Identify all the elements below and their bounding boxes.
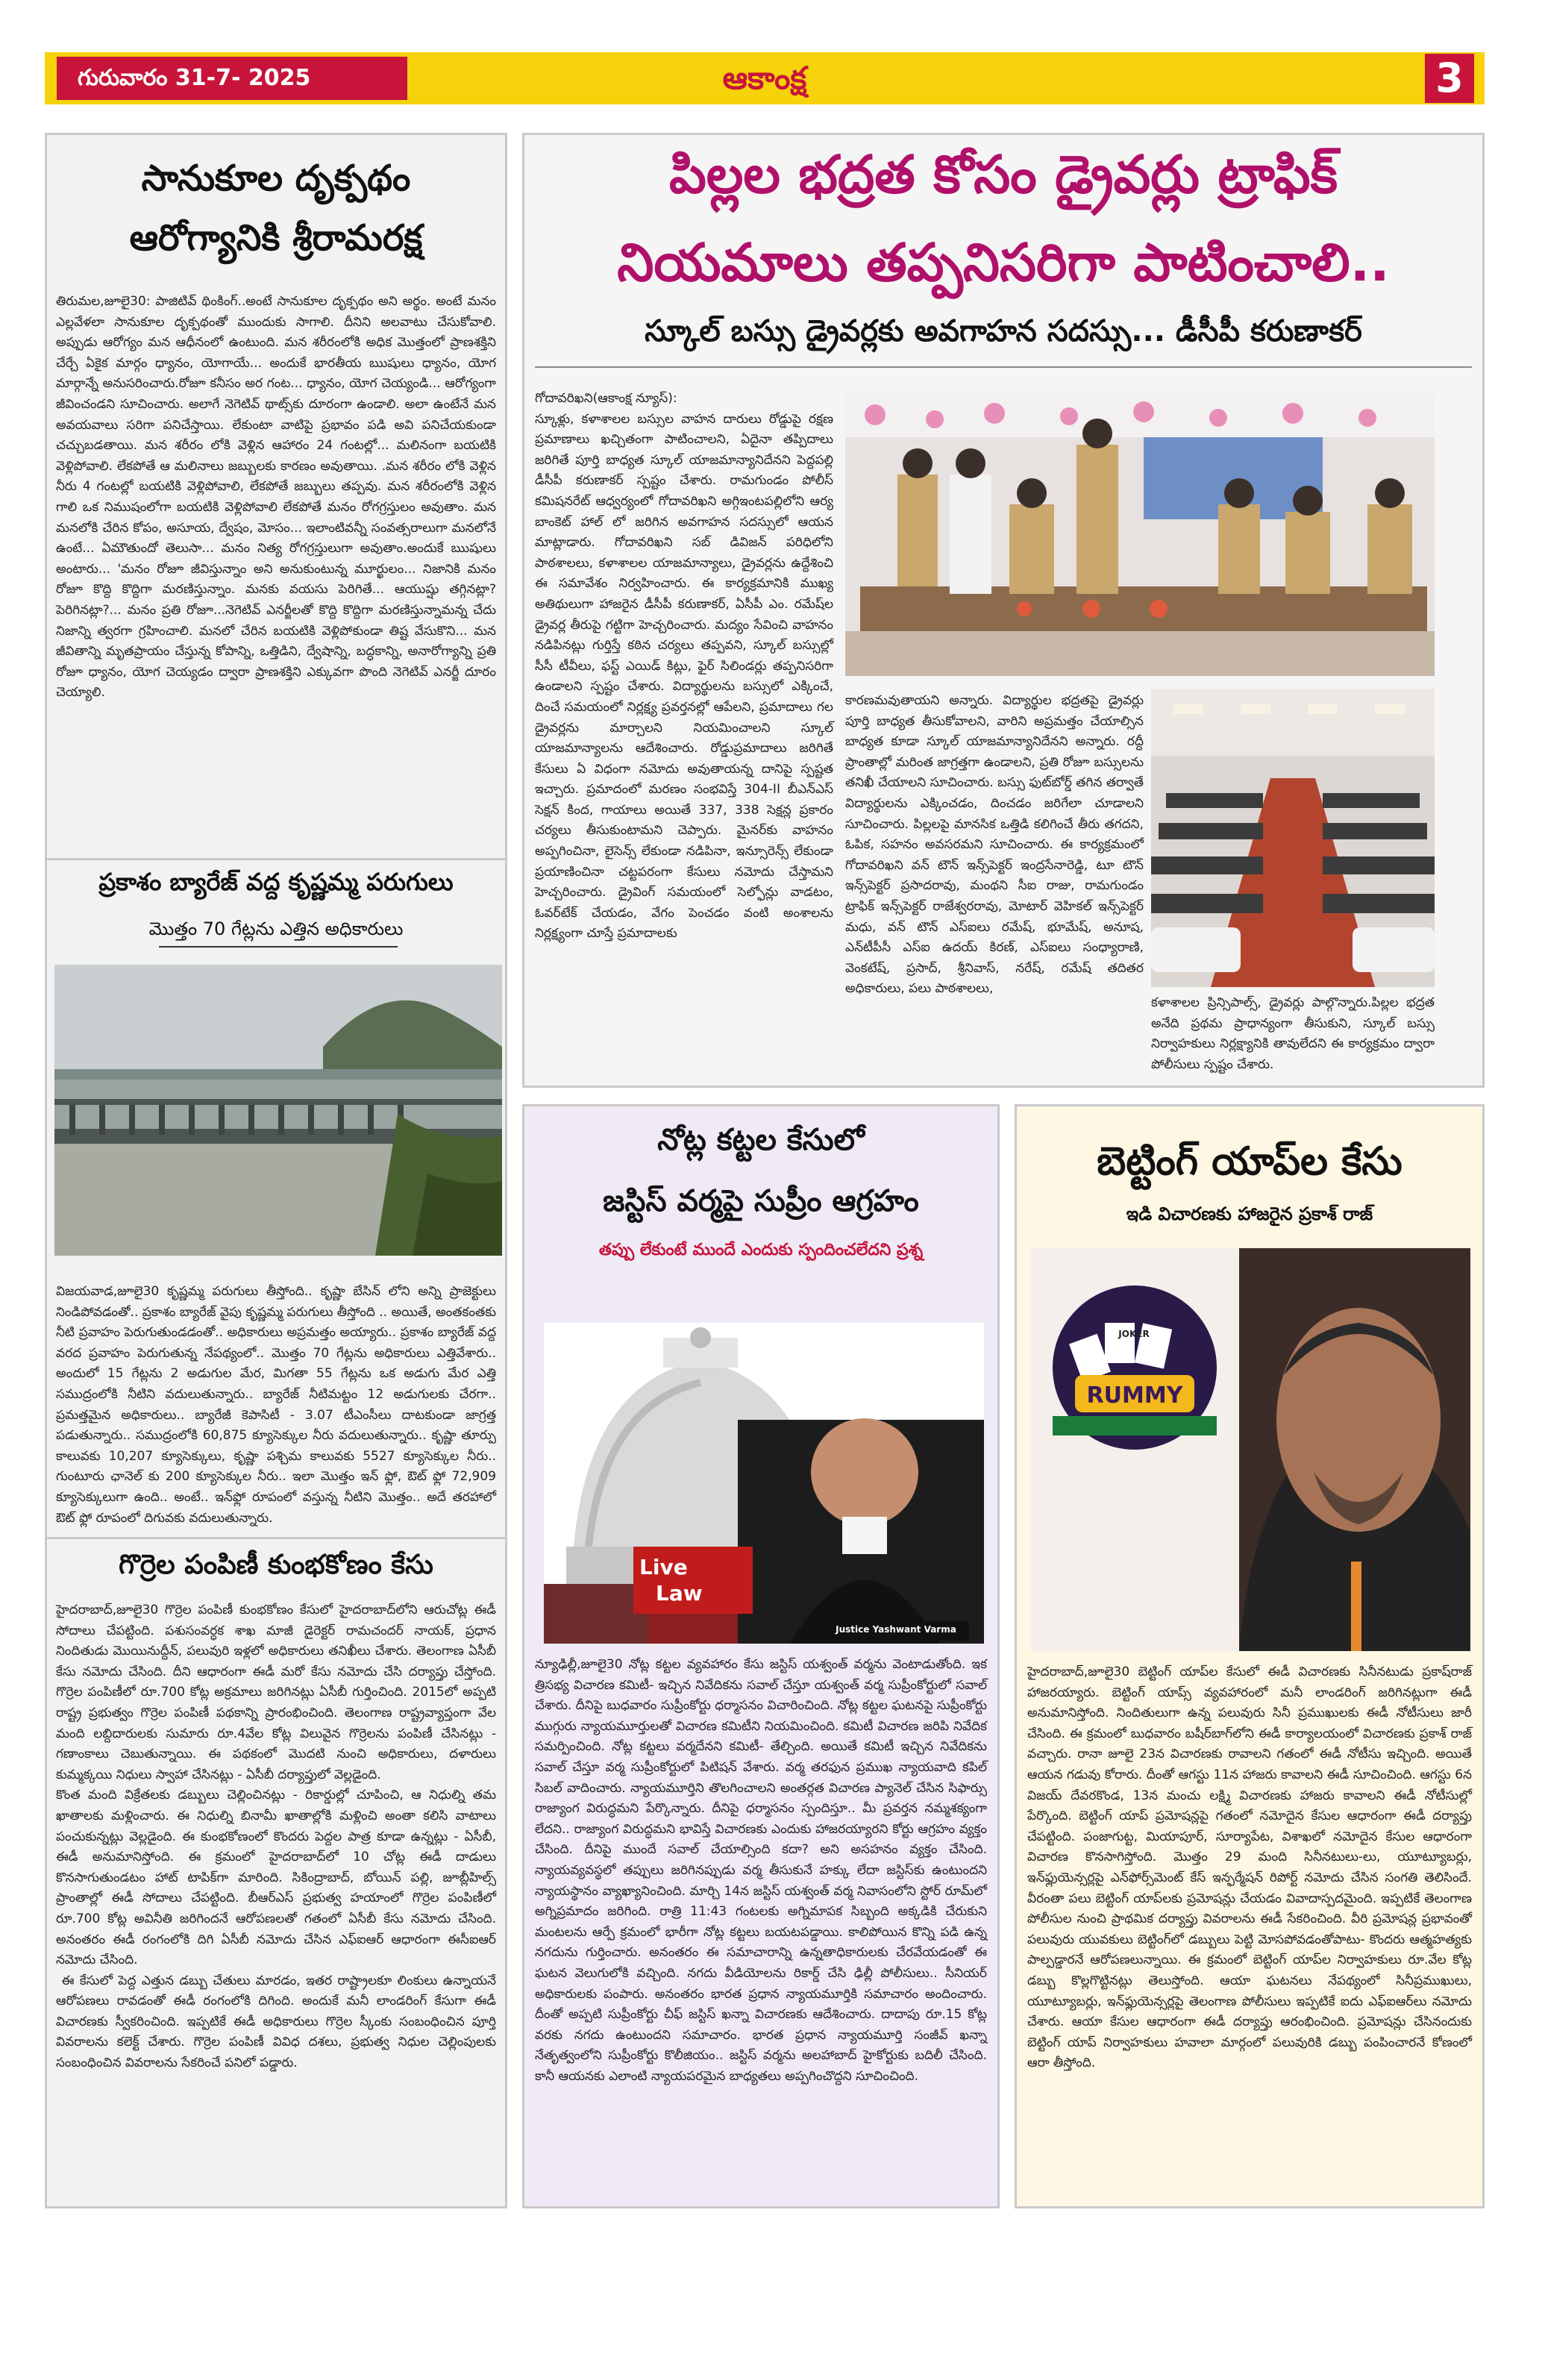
headline-line1: నోట్ల కట్టల కేసులో bbox=[657, 1123, 865, 1157]
paper-name: ఆకాంక్ష bbox=[722, 60, 807, 96]
headline-line1: సానుకూల దృక్పథం bbox=[141, 157, 411, 199]
article-prakasam-barrage bbox=[45, 858, 507, 1604]
headline-line2: ఆరోగ్యానికి శ్రీరామరక్ష bbox=[129, 217, 423, 259]
article-justice-varma bbox=[522, 1104, 1000, 2208]
subheadline: స్కూల్ బస్సు డ్రైవర్లకు అవగాహన సదస్సు... డీసీపీ కరుణాకర్ bbox=[645, 314, 1362, 348]
article-body: హైదరాబాద్,జూలై30 గొర్రెల పంపిణీ కుంభకోణం కేసులో హైదరాబాద్‌లోని ఆరుచోట్ల ఈడీ సోదాలు చేపట్టింది. పశుసంవర్ధక శాఖ మాజీ డైరెక్టర్ రామచందర్ నాయక్, ప్రధాన నిందితుడు మొయినుద్దీన్, పలువురి ఇళ్లలో అధికారులు తనిఖీలు చేశారు. తెలంగాణ ఏసీబీ కేసు నమోదు చేసింది. దీని ఆధారంగా ఈడీ మరో కేసు నమోదు చేసి దర్యాప్తు చేస్తోంది. గొర్రెల పంపిణీలో రూ.700 కోట్ల అక్రమాలు జరిగినట్లు ఏసీబీ గుర్తించింది. 2015లో అప్పటి రాష్ట్ర ప్రభుత్వం గొర్రెల పంపిణీ పథకాన్ని ప్రారంభించింది. తెలంగాణ రాష్ట్రవ్యాప్తంగా వేల మంది లబ్దిదారులకు సుమారు రూ.4వేల కోట్ల విలువైన గొర్రెలను పంపిణీ చేసినట్లు - గణాంకాలు చెబుతున్నాయి. ఈ పథకంలో మొదటి నుంచి అధికారులు, దళారులు కుమ్మక్కయి నిధులు స్వాహా చేసినట్లు - ఏసీబీ దర్యాప్తులో వెల్లడైంది. కొంత మంది విక్రేతలకు డబ్బులు చెల్లించినట్లు - రికార్డుల్లో చూపించి, ఆ నిధుల్ని తమ ఖాతాలకు మళ్లించారు. ఈ నిధుల్ని బినామీ ఖాతాల్లోకి మళ్లించి అంతా కలిసి వాటాలు పంచుకున్నట్లు వెల్లడైంది. ఈ కుంభకోణంలో కొందరు పెద్దల పాత్ర కూడా ఉన్నట్లు - ఏసీబీ, ఈడీ అనుమానిస్తోంది. ఈ క్రమంలో హైదరాబాద్‌లో 10 చోట్ల ఈడీ దాడులు కొనసాగుతుండటం హాట్ టాపిక్‌గా మారింది. సికింద్రాబాద్, బోయిన్ పల్లి, జూబ్లీహిల్స్ ప్రాంతాల్లో ఈడీ సోదాలు చేపట్టింది. బీఆర్ఎస్ ప్రభుత్వ హయాంలో గొర్రెల పంపిణీలో రూ.700 కోట్ల అవినీతి జరిగిందనే ఆరోపణలతో గతంలో ఏసీబీ కేసు నమోదు చేసింది. అనంతరం ఈడీ రంగంలోకి దిగి ఏసీబీ నమోదు చేసిన ఎఫ్ఐఆర్ ఆధారంగా ఈసీఐఆర్ నమోదు చేసింది. ఈ కేసులో పెద్ద ఎత్తున డబ్బు చేతులు మారడం, ఇతర రాష్ట్రాలకూ లింకులు ఉన్నాయనే ఆరోపణలు రావడంతో ఈడీ రంగంలోకి దిగింది. అందుకే మనీ లాండరింగ్ కేసుగా ఈడీ విచారణకు స్వీకరించింది. ఇప్పటికే ఈడీ అధికారులు గొర్రెల స్కీంకు సంబంధించిన పూర్తి వివరాలను కలెక్ట్ చేశారు. గొర్రెల పంపిణీ వివిధ దశలు, ప్రభుత్వ నిధుల చెల్లింపులకు సంబంధించిన వివరాలను సేకరించే పనిలో పడ్డారు. bbox=[56, 1603, 497, 2071]
barrage-photo bbox=[54, 965, 502, 1256]
prakash-raj-photo bbox=[1030, 1248, 1470, 1651]
divider bbox=[535, 366, 1472, 368]
headline: గొర్రెల పంపిణీ కుంభకోణం కేసు bbox=[119, 1550, 433, 1580]
subheadline-underline bbox=[159, 946, 398, 948]
photo-caption: Justice Yashwant Varma bbox=[836, 1624, 956, 1635]
article-body: విజయవాడ,జూలై30 కృష్ణమ్మ పరుగులు తీస్తోంది.. కృష్ణా బేసిన్ లోని అన్ని ప్రాజెక్టులు నిండిపోవడంతో.. ప్రకాశం బ్యారేజ్ వైపు కృష్ణమ్మ పరుగులు తీస్తోంది .. అయితే, అంతకంతకు నీటి ప్రవాహం పెరుగుతుండడంతో.. అధికారులు అప్రమత్తం అయ్యారు.. ప్రకాశం బ్యారేజ్ వద్ద వరద ప్రవాహం పెరుగుతున్న నేపథ్యంలో.. మొత్తం 70 గేట్లను అధికారులు ఎత్తివేశారు.. అందులో 15 గేట్లను 2 అడుగుల మేర, మిగతా 55 గేట్లను ఒక అడుగు మేర ఎత్తి సముద్రంలోకి నీటిని వదులుతున్నారు.. బ్యారేజ్ నీటిమట్టం 12 అడుగులకు చేరగా.. ప్రమత్తమైన అధికారులు.. బ్యారేజీ కెపాసిటీ - 3.07 టీఎంసీలు దాటకుండా జాగ్రత్త పడుతున్నారు.. సముద్రంలోకి 60,875 క్యూసెక్కుల నీరు వదులుతున్నారు.. కృష్ణా తూర్పు కాలువకు 10,207 క్యూసెక్కులు, కృష్ణా పశ్చిమ కాలువకు 5527 క్యూసెక్కుల నీరు.. గుంటూరు ఛానెల్ కు 200 క్యూసెక్కుల నీరు.. ఇలా మొత్తం ఇన్ ఫ్లో, ఔట్ ఫ్లో 72,909 క్యూసెక్కులుగా ఉంది.. అంటే.. ఇన్‌ఫ్లో రూపంలో వస్తున్న నీటిని మొత్తం.. అదే తరహాలో ఔట్‌ ఫ్లో రూపంలో దిగువకు వదులుతున్నారు. bbox=[56, 1284, 501, 1526]
article-betting-apps bbox=[1015, 1104, 1485, 2208]
article-positive-thinking bbox=[45, 133, 507, 879]
headline: బెట్టింగ్ యాప్‌ల కేసు bbox=[1097, 1139, 1402, 1184]
subheadline: మొత్తం 70 గేట్లను ఎత్తిన అధికారులు bbox=[148, 918, 404, 939]
article-body-col1: గోదావరిఖని(ఆకాంక్ష న్యూస్): స్కూళ్లు, కళాశాలల బస్సుల వాహన దారులు రోడ్డుపై రక్షణ ప్రమాణాలు ఖచ్చితంగా పాటించాలని, ఏదైనా తప్పిదాలు జరిగితే పూర్తి బాధ్యత స్కూల్ యాజమాన్యానిదేనని పెద్దపల్లి డీసీపీ కరుణాకర్ స్పష్టం చేశారు. రామగుండం పోలీస్ కమిషనరేట్ ఆధ్వర్యంలో గోదావరిఖని అగ్గిఇంటపల్లిలోని ఆర్య బాంకెట్ హాల్ లో జరిగిన అవగాహన సదస్సులో ఆయన మాట్లాడారు. గోదావరిఖని సబ్ డివిజన్ పరిధిలోని పాఠశాలలు, కళాశాలల యాజమాన్యాలు, డ్రైవర్లను ఉద్దేశించి ఈ సమావేశం నిర్వహించారు. ఈ కార్యక్రమానికి ముఖ్య అతిథులుగా హాజరైన డీసీపీ కరుణాకర్, ఏసీపీ ఎం. రమేష్‌ల డ్రైవర్ల తీరుపై గట్టిగా హెచ్చరించారు. మద్యం సేవించి వాహనం నడిపినట్లు గుర్తిస్తే కఠిన చర్యలు తప్పవని, స్కూల్ బస్సుల్లో సీసీ టీవీలు, ఫస్ట్ ఎయిడ్ కిట్లు, ఫైర్ సిలిండర్లు తప్పనిసరిగా ఉండాలని స్పష్టం చేశారు. విద్యార్థులను బస్సులో ఎక్కించే, దించే సమయంలో నిర్లక్ష్య ప్రవర్తనల్లో ఆపేలని, ప్రమాదాలు గల డ్రైవర్లను మార్చాలని నియమించాలని స్కూల్ యాజమాన్యాలను ఆదేశించారు. రోడ్డుప్రమాదాలు జరిగితే కేసులు ఏ విధంగా నమోదు అవుతాయన్న దానిపై స్పష్టత ఇచ్చారు. ప్రమాదంలో మరణం సంభవిస్తే 304-II బీఎన్ఎస్ సెక్షన్ కింద, గాయాలు అయితే 337, 338 సెక్షన్ల ప్రకారం చర్యలు తీసుకుంటామని చెప్పారు. మైనర్‌కు వాహనం అప్పగించినా, లైసెన్స్ లేకుండా నడిపినా, ఇన్సూరెన్స్ లేకుండా ప్రయాణించినా చట్టపరంగా కేసులు నమోదు చేస్తామని హెచ్చరించారు. డ్రైవింగ్ సమయంలో సెల్ఫోన్లు వాడటం, ఓవర్‌టేక్ చేయడం, వేగం పెంచడం వంటి అంశాలను నిర్లక్ష్యంగా చూస్తే ప్రమాదాలకు bbox=[535, 391, 833, 942]
article-sheep-scam bbox=[45, 1537, 507, 2208]
rummy-label: RUMMY bbox=[1086, 1382, 1183, 1409]
headline-line2: జస్టిస్ వర్మపై సుప్రీం ఆగ్రహం bbox=[603, 1184, 919, 1218]
meeting-hall-photo bbox=[1151, 689, 1435, 987]
supreme-court-photo bbox=[544, 1323, 984, 1644]
article-body-col3: కళాశాలల ప్రిన్సిపాల్స్, డ్రైవర్లు పాల్గొన్నారు.పిల్లల భద్రత అనేది ప్రథమ ప్రాధాన్యంగా తీసుకుని, స్కూల్ బస్సు నిర్వాహకులు నిర్లక్ష్యానికి తావులేదని ఈ కార్యక్రమం ద్వారా పోలీసులు స్పష్టం చేశారు. bbox=[1151, 995, 1439, 1072]
issue-date: గురువారం 31-7- 2025 bbox=[57, 57, 407, 100]
article-body-col2: కారణమవుతాయని అన్నారు. విద్యార్థుల భద్రతపై డ్రైవర్లు పూర్తి బాధ్యత తీసుకోవాలని, వారిని అప్రమత్తం చేయాల్సిన బాధ్యత కూడా స్కూల్ యాజమాన్యానిదేనని అన్నారు. రద్దీ ప్రాంతాల్లో మరింత జాగ్రత్తగా ఉండాలని, ప్రతి రోజూ బస్సులను తనిఖీ చేయాలని సూచించారు. బస్సు ఫుట్‌బోర్డ్ తగిన తర్వాతే విద్యార్థులను ఎక్కించడం, దించడం జరిగేలా చూడాలని సూచించారు. పిల్లలపై మానసిక ఒత్తిడి కలిగించే తీరు తగదని, ఓపిక, సహనం అవసరమని సూచించారు. ఈ కార్యక్రమంలో గోదావరిఖని వన్ టౌన్ ఇన్స్‌పెక్టర్ ఇంద్రసేనారెడ్డి, టూ టౌన్ ఇన్స్‌పెక్టర్ ప్రసాదరావు, మంథని సీఐ రాజు, రామగుండం ట్రాఫిక్ ఇన్స్‌పెక్టర్ రాజేశ్వరరావు, మోటార్ వెహికల్ ఇన్స్‌పెక్టర్ మధు, వన్ టౌన్ ఎస్ఐలు రమేష్, భూమేష్, అనూష, ఎన్‌టీపీసీ ఎస్ఐ ఉదయ్ కిరణ్, ఎస్ఐలు సంధ్యారాణి, వెంకటేష్, ప్రసాద్, శ్రీనివాస్, నరేష్, రమేష్ తదితర అధికారులు, పలు పాఠశాలలు, bbox=[845, 693, 1148, 997]
headline: ప్రకాశం బ్యారేజ్ వద్ద కృష్ణమ్మ పరుగులు bbox=[98, 868, 454, 896]
headline-line1: పిల్లల భద్రత కోసం డ్రైవర్లు ట్రాఫిక్ bbox=[668, 144, 1338, 205]
masthead-bar bbox=[45, 52, 1485, 104]
subheadline: తప్పు లేకుంటే ముందే ఎందుకు స్పందించలేదని ప్రశ్న bbox=[598, 1241, 924, 1259]
headline-line2: నియమాలు తప్పనిసరిగా పాటించాలి.. bbox=[617, 232, 1390, 293]
article-school-bus-safety bbox=[522, 133, 1485, 1088]
subheadline: ఇడి విచారణకు హాజరైన ప్రకాశ్ రాజ్ bbox=[1126, 1203, 1373, 1224]
article-body: హైదరాబాద్,జూలై30 బెట్టింగ్ యాప్‌ల కేసులో ఈడీ విచారణకు సినీనటుడు ప్రకాష్‌రాజ్ హాజరయ్యారు. బెట్టింగ్ యాప్స్ వ్యవహారంలో మనీ లాండరింగ్ జరిగినట్లుగా ఈడీ అనుమానిస్తోంది. నిందితులుగా ఉన్న పలువురు సినీ ప్రముఖులకు ఈడీ నోటీసులు జారీ చేసింది. ఈ క్రమంలో బుధవారం బషీర్‌బాగ్‌లోని ఈడీ కార్యాలయంలో విచారణకు ప్రకాశ్ రాజ్ వచ్చారు. రానా జూలై 23న విచారణకు రావాలని గతంలో ఈడీ నోటీసు ఇచ్చింది. అయితే ఆయన గడువు కోరారు. దీంతో ఆగస్టు 11న హాజరు కావాలని ఈడీ సూచించింది. ఆగస్టు 6న విజయ్ దేవరకొండ, 13న మంచు లక్ష్మి విచారణకు హాజరు కావాలని ఈడీ నోటీసుల్లో పేర్కొంది. బెట్టింగ్ యాప్ ప్రమోషన్లపై గతంలో నమోదైన కేసుల ఆధారంగా ఈడీ దర్యాప్తు చేపట్టింది. పంజాగుట్ట, మియాపూర్, సూర్యాపేట, విశాఖలో నమోదైన కేసుల ఆధారంగా విచారణ కొనసాగిస్తోంది. మొత్తం 29 మంది సినీనటులు-లు, యూట్యూబర్లు, ఇన్‌ఫ్లుయెన్సర్లపై ఎన్‌ఫోర్స్‌మెంట్ కేస్ ఇన్ఫర్మేషన్ రిపోర్ట్ నమోదు చేసిన సంగతి తెలిసిందే. వీరంతా పలు బెట్టింగ్ యాప్‌లకు ప్రమోషన్లు చేయడం వివాదాస్పదమైంది. ఇప్పటికే తెలంగాణ పోలీసుల నుంచి ప్రాథమిక దర్యాప్తు వివరాలను ఈడీ సేకరించింది. వీరి ప్రమోషన్ల ప్రభావంతో పలువురు యువకులు బెట్టింగ్‌లో డబ్బులు పెట్టి మోసపోవడంతోపాటు- కొందరు ఆత్మహత్యకు పాల్పడ్డారనే ఆరోపణలున్నాయి. ఈ క్రమంలో బెట్టింగ్ యాప్‌ల నిర్వాహకులు రూ.వేల కోట్ల డబ్బు కొల్లగొట్టినట్లు తెలుస్తోంది. ఆయా ఘటనలు నేపథ్యంలో సినీప్రముఖులు, యూట్యూబర్లు, ఇన్‌ఫ్లుయెన్సర్లపై తెలంగాణ పోలీసులు ఇప్పటికే ఐదు ఎఫ్ఐఆర్‌లు నమోదు చేశారు. ఆయా కేసుల ఆధారంగా ఈడీ దర్యాప్తు ఆరంభించింది. ప్రమోషన్లు చేసినందుకు బెట్టింగ్ యాప్‌ నిర్వాహకులు హవాలా మార్గంలో పలువురికి డబ్బు పంపించారనే కోణంలో ఆరా తీస్తోంది. bbox=[1027, 1665, 1476, 2071]
article-body: తిరుమల,జూలై30: పాజిటివ్ థింకింగ్..అంటే సానుకూల దృక్పథం అని అర్థం. అంటే మనం ఎల్లవేళలా సానుకూల దృక్పథంతో ముందుకు సాగాలి. దీనిని అలవాటు చేసుకోవాలి. అప్పుడు ఆరోగ్యం మన ఆధీనంలో ఉంటుంది. మన శరీరంలోకి అధిక మొత్తంలో ప్రాణశక్తిని చేర్చే ఏకైక మార్గం ధ్యానం, యోగాయే... అందుకే భారతీయ ఋషులు ధ్యానం, యోగ మార్గాన్నే అనుసరించారు.రోజూ కనీసం అర గంట... ధ్యానం, యోగ చెయ్యండి... ఆరోగ్యంగా జీవించండని సూచించారు. అలాగే నెగెటివ్ థాట్స్‌కు దూరంగా ఉండాలి. అలా ఉంటేనే మన అవయవాలు సరిగా పనిచేస్తాయి. లేకుంటా వాటిపై ప్రభావం పడి అవి పనిచేయకుండా చచ్చుబడతాయి. మన శరీరం లోకి వెళ్లిన ఆహారం 24 గంటల్లో... మలినంగా బయటికి వెళ్లిపోవాలి. లేకపోతే ఆ మలినాలు జబ్బులకు కారణం అవుతాయి. .మన శరీరం లోకి వెళ్లిన నీరు 4 గంటల్లో బయటికి వెళ్లిపోవాలి, లేకపోతే జబ్బులు తప్పవు. మన శరీరంలోకి వెళ్లిన గాలి ఒక నిముషంలోగా బయటికి వెళ్లిపోవాలి లేకపోతే మనం రోగగ్రస్తులం అవుతాం. మన మనలోకి చేరిన కోపం, అసూయ, ద్వేషం, మోసం... ఇలాంటివన్నీ సంవత్సరాలుగా మనలోనే ఉంటే... ఏమౌతుందో తెలుసా... మనం నిత్య రోగగ్రస్తులుగా అవుతాం.అందుకే ఋషులు అంటారు... 'మనం రోజూ జీవిస్తున్నాం అని అనుకుంటున్న మూర్ఖులం... నిజానికి మనం రోజూ కొద్ది కొద్దిగా మరణిస్తున్నాం. మనకు వయసు పెరిగితే... ఆయుష్షు తగ్గినట్లా? పెరిగినట్లా?... మనం ప్రతి రోజూ...నెగెటివ్ ఎనర్జీలతో కొద్ది కొద్దిగా మరణిస్తున్నామన్న చేదు నిజాన్ని త్వరగా గ్రహించాలి. మనలో చేరిన బయటికి వెళ్లిపోకుండా తిష్ట వేసుకొని... మన జీవితాన్ని మృతప్రాయం చేస్తున్న కోపాన్ని, ఒత్తిడిని, ద్వేషాన్ని, బద్ధకాన్ని, అనారోగ్యాన్ని ప్రతి రోజూ ధ్యానం, యోగ చెయ్యడం ద్వారా ప్రాణశక్తిని ఎక్కువగా పొంది నెగెటివ్ ఎనర్జీ దూరం చెయ్యాలి. bbox=[56, 294, 501, 701]
meeting-stage-photo bbox=[845, 392, 1435, 676]
livelaw-label-2: Law bbox=[656, 1581, 703, 1606]
joker-card-text: JOKER bbox=[1118, 1329, 1150, 1339]
article-body: న్యూఢిల్లీ,జూలై30 నోట్ల కట్టల వ్యవహారం కేసు జస్టిస్ యశ్వంత్ వర్మను వెంటాడుతోంది. ఇక త్రిసభ్య విచారణ కమిటీ- ఇచ్చిన నివేదికను సవాల్ చేస్తూ యశ్వంత్ వర్మ సుప్రీంకోర్టులో సవాల్ చేశారు. దీనిపై బుధవారం సుప్రీంకోర్టు ధర్మాసనం విచారించింది. నోట్ల కట్టల ఘటనపై సుప్రీంకోర్టు ముగ్గురు న్యాయమూర్తులతో విచారణ కమిటీని నియమించింది. కమిటీ విచారణ జరిపి నివేదిక సమర్పించింది. నోట్ల కట్టలు వర్మదేనని కమిటీ- తేల్చింది. అయితే కమిటీ ఇచ్చిన నివేదికను సవాల్ చేస్తూ వర్మ సుప్రీంకోర్టులో పిటిషన్ వేశారు. వర్మ తరఫున ప్రముఖ న్యాయవాది కపిల్ సిబల్ వాదించారు. న్యాయమూర్తిని తొలగించాలని అంతర్గత విచారణ ప్యానెల్ చేసిన సిఫార్సు రాజ్యాంగ విరుద్ధమని పేర్కొన్నారు. దీనిపై ధర్మాసనం స్పందిస్తూ.. మీ ప్రవర్తన నమ్మశక్యంగా లేదని.. రాజ్యాంగ విరుద్ధమని భావిస్తే విచారణకు ఎందుకు హాజరయ్యారని కోర్టు ఆగ్రహం వ్యక్తం చేసింది. దీనిపై ముందే సవాల్ చేయాల్సింది కదా? అని అసహనం వ్యక్తం చేసింది. న్యాయవ్యవస్థలో తప్పులు జరిగినప్పుడు వర్మ తీసుకునే హక్కు లేదా జస్టిస్‌కు ఉంటుందని న్యాయస్థానం వ్యాఖ్యానించింది. మార్చి 14న జస్టిస్ యశ్వంత్ వర్మ నివాసంలోని స్టోర్ రూమ్‌లో అగ్నిప్రమాదం జరిగింది. రాత్రి 11:43 గంటలకు అగ్నిమాపక సిబ్బంది అక్కడికి చేరుకుని మంటలను ఆర్పే క్రమంలో భారీగా నోట్ల కట్టలు బయటపడ్డాయి. కాలిపోయిన కొన్ని పడి ఉన్న నగదును గుర్తించారు. అనంతరం ఈ సమాచారాన్ని ఉన్నతాధికారులకు చేరవేయడంతో ఈ ఘటన వెలుగులోకి వచ్చింది. నగదు వీడియోలను రికార్డ్ చేసి ఢిల్లీ పోలీసులు.. సీనియర్ అధికారులకు పంపారు. అనంతరం భారత ప్రధాన న్యాయమూర్తికి సమాచారం అందించారు. దీంతో అప్పటి సుప్రీంకోర్టు చీఫ్ జస్టిస్ ఖన్నా విచారణకు ఆదేశించారు. దాదాపు రూ.15 కోట్ల వరకు నగదు ఉంటుందని సమాచారం. భారత ప్రధాన న్యాయమూర్తి సంజీవ్ ఖన్నా నేతృత్వంలోని సుప్రీంకోర్టు కొలీజియం.. జస్టిస్ వర్మను అలహాబాద్ హైకోర్టుకు బదిలీ చేసింది. కానీ ఆయనకు ఎలాంటి న్యాయపరమైన బాధ్యతలు అప్పగించొద్దని సూచించింది. bbox=[535, 1657, 991, 2084]
livelaw-label-1: Live bbox=[639, 1555, 688, 1579]
page-number: 3 bbox=[1425, 54, 1474, 103]
